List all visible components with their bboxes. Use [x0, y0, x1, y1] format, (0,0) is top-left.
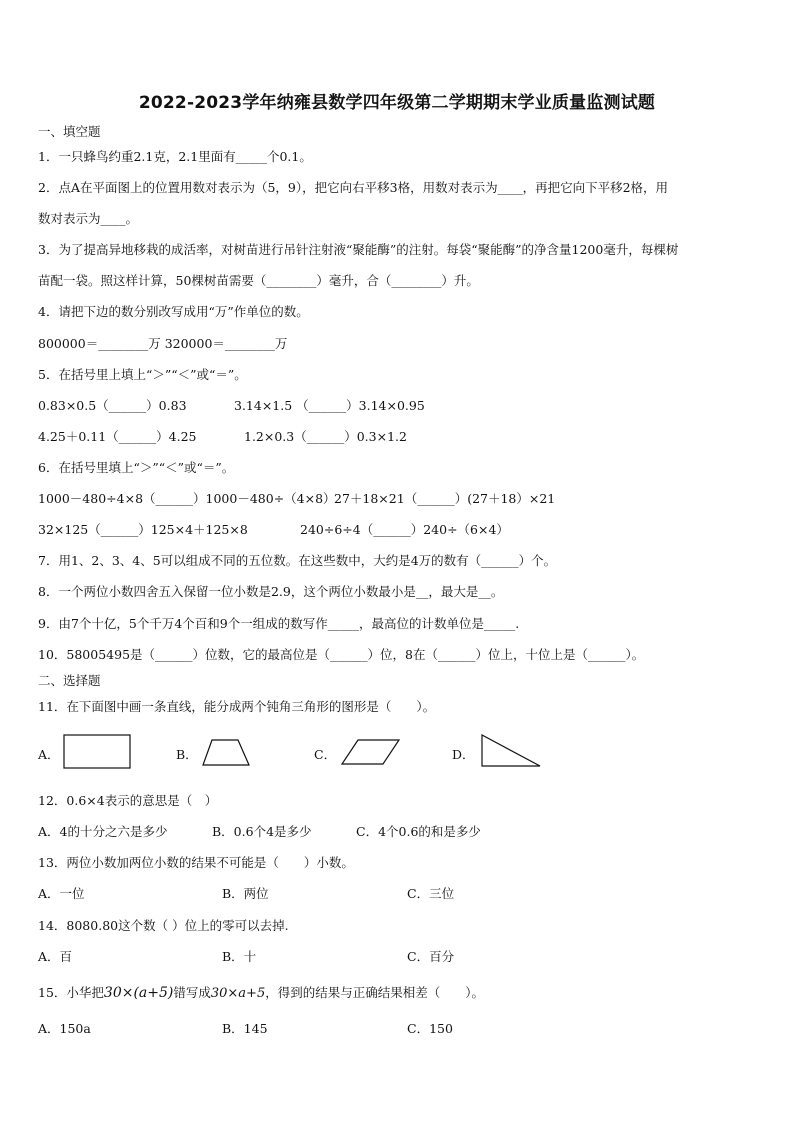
question-5-item-b: 3.14×1.5 （______）3.14×0.95 — [234, 398, 425, 413]
q15-suffix: ，得到的结果与正确结果相差（ ）。 — [265, 985, 484, 1000]
question-8: 8．一个两位小数四舍五入保留一位小数是2.9，这个两位小数最小是__，最大是__。 — [38, 584, 504, 599]
section-fill-blank: 一、填空题 — [38, 124, 101, 139]
question-2-line2: 数对表示为____。 — [38, 211, 139, 226]
q15-option-c: C．150 — [407, 1021, 453, 1036]
question-10: 10．58005495是（______）位数，它的最高位是（______）位，8在（______）位上，十位上是（______）。 — [38, 647, 645, 662]
question-4: 4．请把下边的数分别改写成用“万”作单位的数。 — [38, 304, 309, 319]
question-5-item-c: 4.25＋0.11（______）4.25 — [38, 429, 197, 444]
q11-option-c-label: C． — [314, 747, 337, 762]
question-5-item-a: 0.83×0.5（______）0.83 — [38, 398, 187, 413]
q15-middle: 错写成 — [173, 985, 211, 1000]
q13-option-a: A．一位 — [38, 886, 85, 901]
q14-option-c: C．百分 — [407, 949, 455, 964]
q13-option-c: C．三位 — [407, 886, 455, 901]
question-14: 14．8080.80这个数（ ）位上的零可以去掉. — [38, 918, 289, 933]
question-12: 12．0.6×4表示的意思是（ ） — [38, 793, 218, 808]
question-2-line1: 2．点A在平面图上的位置用数对表示为（5，9），把它向右平移3格，用数对表示为____，再把它向下平移2格，用 — [38, 180, 669, 195]
q11-option-a-label: A． — [38, 747, 60, 762]
question-11: 11．在下面图中画一条直线，能分成两个钝角三角形的图形是（ ）。 — [38, 699, 436, 714]
question-6-item-d: 240÷6÷4（______）240÷（6×4） — [300, 522, 509, 537]
q14-option-b: B．十 — [222, 949, 257, 964]
rectangle-shape — [62, 733, 132, 771]
question-15 — [38, 983, 484, 1001]
question-6-item-c: 32×125（______）125×4＋125×8 — [38, 522, 248, 537]
question-13: 13．两位小数加两位小数的结果不可能是（ ）小数。 — [38, 855, 354, 870]
trapezoid-shape — [200, 738, 252, 768]
q11-option-d-label: D． — [452, 747, 475, 762]
section-multiple-choice: 二、选择题 — [38, 673, 101, 688]
q15-expression-wrong: 30×a+5 — [210, 986, 266, 1001]
question-7: 7．用1、2、3、4、5可以组成不同的五位数。在这些数中，大约是4万的数有（______）个。 — [38, 553, 557, 568]
q15-prefix: 15．小华把 — [38, 985, 104, 1000]
question-6-item-b: 27＋18×21（______）(27＋18）×21 — [334, 491, 556, 506]
q12-option-c: C．4个0.6的和是多少 — [356, 824, 481, 839]
question-5-item-d: 1.2×0.3（______）0.3×1.2 — [244, 429, 407, 444]
right-triangle-shape — [478, 732, 544, 770]
page-title: 2022-2023学年纳雍县数学四年级第二学期期末学业质量监测试题 — [138, 93, 656, 113]
q15-option-b: B．145 — [222, 1021, 268, 1036]
parallelogram-shape — [340, 738, 402, 768]
question-4-answers: 800000＝________万 320000＝________万 — [38, 336, 288, 351]
q12-option-b: B．0.6个4是多少 — [212, 824, 312, 839]
q15-option-a: A．150a — [38, 1021, 91, 1036]
q12-option-a: A．4的十分之六是多少 — [38, 824, 168, 839]
question-6-item-a: 1000－480÷4×8（______）1000－480÷（4×8） — [38, 491, 336, 506]
question-3-line2: 苗配一袋。照这样计算，50棵树苗需要（________）毫升，合（________）升。 — [38, 273, 479, 288]
q11-option-b-label: B． — [176, 747, 198, 762]
question-3-line1: 3．为了提高异地移栽的成活率，对树苗进行吊针注射液“聚能酶”的注射。每袋“聚能酶”的净含量1200毫升，每棵树 — [38, 242, 679, 257]
question-1: 1．一只蜂鸟约重2.1克，2.1里面有_____个0.1。 — [38, 149, 312, 164]
question-9: 9．由7个十亿，5个千万4个百和9个一组成的数写作_____，最高位的计数单位是_____. — [38, 616, 520, 631]
question-6: 6．在括号里填上“＞”“＜”或“＝”。 — [38, 460, 235, 475]
q14-option-a: A．百 — [38, 949, 73, 964]
q13-option-b: B．两位 — [222, 886, 269, 901]
q15-expression-correct: 30×(a+5) — [103, 985, 174, 1001]
question-5: 5．在括号里上填上“＞”“＜”或“＝”。 — [38, 367, 247, 382]
